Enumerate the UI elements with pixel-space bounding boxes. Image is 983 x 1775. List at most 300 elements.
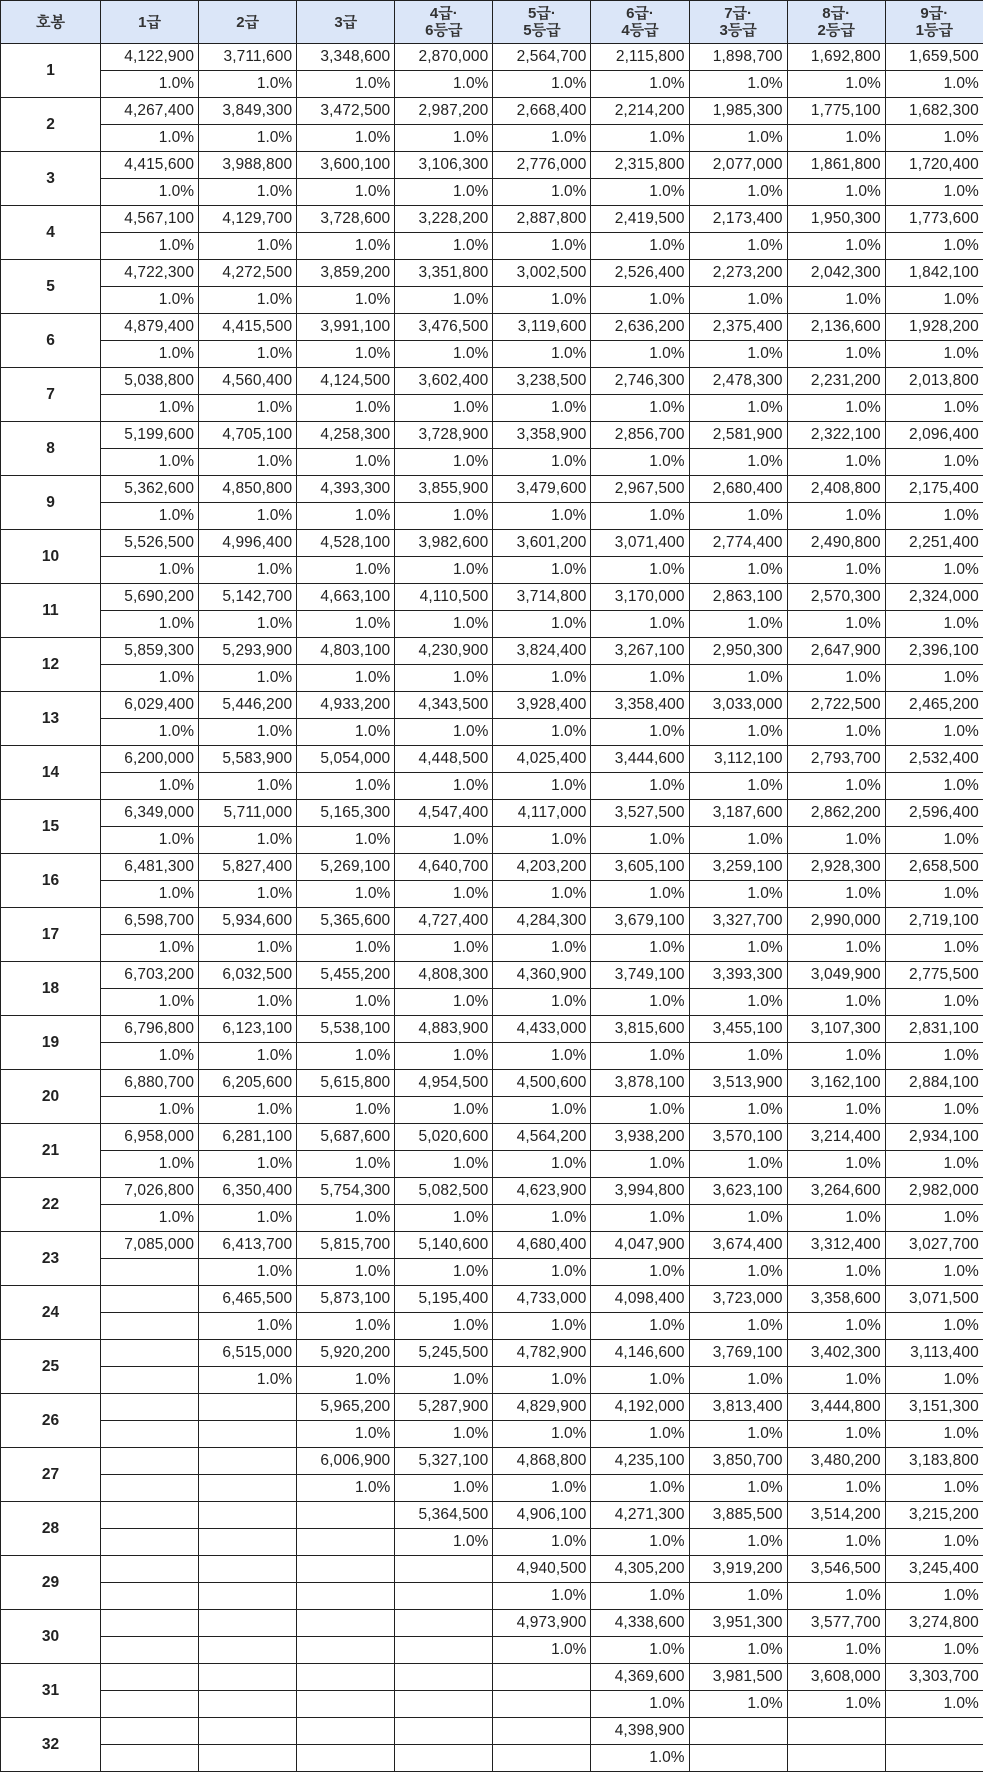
amount-cell: 3,002,500 <box>493 260 591 287</box>
amount-cell: 2,793,700 <box>787 746 885 773</box>
amount-cell: 5,920,200 <box>297 1340 395 1367</box>
amount-cell <box>199 1556 297 1583</box>
rate-cell: 1.0% <box>787 665 885 692</box>
amount-cell: 4,098,400 <box>591 1286 689 1313</box>
amount-cell: 5,038,800 <box>101 368 199 395</box>
amount-cell: 3,312,400 <box>787 1232 885 1259</box>
amount-cell: 4,258,300 <box>297 422 395 449</box>
rate-cell: 1.0% <box>787 773 885 800</box>
rate-cell: 1.0% <box>885 1259 983 1286</box>
step-number-cell: 27 <box>1 1448 101 1502</box>
rate-cell: 1.0% <box>493 827 591 854</box>
amount-cell: 3,479,600 <box>493 476 591 503</box>
step-number-cell: 13 <box>1 692 101 746</box>
table-row-rate <box>1 1097 983 1124</box>
amount-cell: 3,303,700 <box>885 1664 983 1691</box>
rate-cell: 1.0% <box>787 881 885 908</box>
rate-cell: 1.0% <box>885 1421 983 1448</box>
table-row-rate <box>1 611 983 638</box>
amount-cell: 4,117,000 <box>493 800 591 827</box>
amount-cell: 5,711,000 <box>199 800 297 827</box>
amount-cell: 2,315,800 <box>591 152 689 179</box>
rate-cell: 1.0% <box>591 1259 689 1286</box>
amount-cell: 1,692,800 <box>787 44 885 71</box>
amount-cell: 3,238,500 <box>493 368 591 395</box>
amount-cell: 3,928,400 <box>493 692 591 719</box>
rate-cell <box>199 1421 297 1448</box>
amount-cell: 3,623,100 <box>689 1178 787 1205</box>
amount-cell: 3,183,800 <box>885 1448 983 1475</box>
rate-cell: 1.0% <box>297 503 395 530</box>
amount-cell: 5,538,100 <box>297 1016 395 1043</box>
rate-cell <box>297 1637 395 1664</box>
amount-cell: 3,938,200 <box>591 1124 689 1151</box>
amount-cell: 4,663,100 <box>297 584 395 611</box>
amount-cell: 3,714,800 <box>493 584 591 611</box>
rate-cell: 1.0% <box>591 233 689 260</box>
rate-cell: 1.0% <box>199 935 297 962</box>
rate-cell: 1.0% <box>493 449 591 476</box>
rate-cell: 1.0% <box>493 1313 591 1340</box>
amount-cell: 5,815,700 <box>297 1232 395 1259</box>
rate-cell: 1.0% <box>591 989 689 1016</box>
amount-cell: 6,515,000 <box>199 1340 297 1367</box>
rate-cell: 1.0% <box>199 881 297 908</box>
amount-cell: 2,884,100 <box>885 1070 983 1097</box>
rate-cell: 1.0% <box>689 1313 787 1340</box>
rate-cell: 1.0% <box>395 1043 493 1070</box>
step-number-cell: 24 <box>1 1286 101 1340</box>
rate-cell: 1.0% <box>689 395 787 422</box>
rate-cell: 1.0% <box>689 503 787 530</box>
rate-cell: 1.0% <box>199 341 297 368</box>
table-row-amount <box>1 206 983 233</box>
table-row-rate <box>1 1259 983 1286</box>
amount-cell: 4,500,600 <box>493 1070 591 1097</box>
column-header-grade: 8급· 2등급 <box>787 1 885 44</box>
rate-cell: 1.0% <box>101 1205 199 1232</box>
column-header-grade: 3급 <box>297 1 395 44</box>
amount-cell: 2,115,800 <box>591 44 689 71</box>
table-row-rate <box>1 665 983 692</box>
rate-cell: 1.0% <box>787 1043 885 1070</box>
rate-cell: 1.0% <box>787 1259 885 1286</box>
table-row-amount <box>1 854 983 881</box>
rate-cell: 1.0% <box>395 71 493 98</box>
step-number-cell: 21 <box>1 1124 101 1178</box>
table-row-amount <box>1 638 983 665</box>
amount-cell: 3,878,100 <box>591 1070 689 1097</box>
amount-cell: 4,782,900 <box>493 1340 591 1367</box>
amount-cell: 2,887,800 <box>493 206 591 233</box>
amount-cell: 3,402,300 <box>787 1340 885 1367</box>
amount-cell: 2,775,500 <box>885 962 983 989</box>
rate-cell: 1.0% <box>885 719 983 746</box>
amount-cell: 3,455,100 <box>689 1016 787 1043</box>
rate-cell <box>787 1745 885 1772</box>
amount-cell: 2,774,400 <box>689 530 787 557</box>
amount-cell: 3,824,400 <box>493 638 591 665</box>
rate-cell: 1.0% <box>493 341 591 368</box>
rate-cell <box>199 1583 297 1610</box>
amount-cell: 3,033,000 <box>689 692 787 719</box>
amount-cell: 6,413,700 <box>199 1232 297 1259</box>
rate-cell: 1.0% <box>395 827 493 854</box>
rate-cell: 1.0% <box>787 1637 885 1664</box>
table-row-amount <box>1 1286 983 1313</box>
amount-cell: 7,085,000 <box>101 1232 199 1259</box>
amount-cell: 2,419,500 <box>591 206 689 233</box>
rate-cell: 1.0% <box>493 1475 591 1502</box>
table-row-rate <box>1 503 983 530</box>
table-row-rate <box>1 233 983 260</box>
amount-cell: 2,214,200 <box>591 98 689 125</box>
amount-cell: 6,598,700 <box>101 908 199 935</box>
amount-cell: 3,991,100 <box>297 314 395 341</box>
rate-cell: 1.0% <box>885 71 983 98</box>
rate-cell: 1.0% <box>787 1475 885 1502</box>
rate-cell: 1.0% <box>395 1151 493 1178</box>
rate-cell: 1.0% <box>689 1421 787 1448</box>
rate-cell: 1.0% <box>885 503 983 530</box>
table-row-rate <box>1 1691 983 1718</box>
column-header-grade: 9급· 1등급 <box>885 1 983 44</box>
amount-cell <box>493 1718 591 1745</box>
rate-cell: 1.0% <box>101 935 199 962</box>
amount-cell: 3,608,000 <box>787 1664 885 1691</box>
rate-cell: 1.0% <box>885 1475 983 1502</box>
rate-cell: 1.0% <box>885 449 983 476</box>
rate-cell: 1.0% <box>199 125 297 152</box>
step-number-cell: 2 <box>1 98 101 152</box>
rate-cell <box>297 1691 395 1718</box>
rate-cell: 1.0% <box>689 233 787 260</box>
amount-cell: 4,906,100 <box>493 1502 591 1529</box>
table-row-amount <box>1 152 983 179</box>
step-number-cell: 4 <box>1 206 101 260</box>
rate-cell: 1.0% <box>395 1475 493 1502</box>
rate-cell: 1.0% <box>493 1421 591 1448</box>
step-number-cell: 3 <box>1 152 101 206</box>
rate-cell: 1.0% <box>787 1205 885 1232</box>
amount-cell: 4,940,500 <box>493 1556 591 1583</box>
amount-cell: 3,602,400 <box>395 368 493 395</box>
amount-cell: 4,973,900 <box>493 1610 591 1637</box>
rate-cell: 1.0% <box>787 1529 885 1556</box>
amount-cell: 2,658,500 <box>885 854 983 881</box>
amount-cell: 4,448,500 <box>395 746 493 773</box>
rate-cell: 1.0% <box>591 287 689 314</box>
amount-cell <box>297 1610 395 1637</box>
rate-cell: 1.0% <box>591 71 689 98</box>
amount-cell <box>885 1718 983 1745</box>
amount-cell: 3,027,700 <box>885 1232 983 1259</box>
rate-cell: 1.0% <box>591 1097 689 1124</box>
amount-cell: 5,199,600 <box>101 422 199 449</box>
rate-cell: 1.0% <box>787 719 885 746</box>
rate-cell <box>493 1745 591 1772</box>
table-row-amount <box>1 368 983 395</box>
amount-cell: 1,775,100 <box>787 98 885 125</box>
table-row-rate <box>1 1367 983 1394</box>
amount-cell <box>297 1502 395 1529</box>
rate-cell: 1.0% <box>297 125 395 152</box>
amount-cell: 4,705,100 <box>199 422 297 449</box>
rate-cell <box>101 1421 199 1448</box>
amount-cell: 4,640,700 <box>395 854 493 881</box>
amount-cell <box>297 1556 395 1583</box>
amount-cell: 4,547,400 <box>395 800 493 827</box>
amount-cell: 4,879,400 <box>101 314 199 341</box>
table-row-amount <box>1 476 983 503</box>
amount-cell: 3,106,300 <box>395 152 493 179</box>
rate-cell: 1.0% <box>199 233 297 260</box>
amount-cell: 2,987,200 <box>395 98 493 125</box>
amount-cell: 3,982,600 <box>395 530 493 557</box>
rate-cell: 1.0% <box>591 665 689 692</box>
table-row-amount <box>1 692 983 719</box>
amount-cell: 2,862,200 <box>787 800 885 827</box>
table-body <box>1 44 983 1772</box>
rate-cell: 1.0% <box>199 395 297 422</box>
amount-cell: 2,776,000 <box>493 152 591 179</box>
rate-cell: 1.0% <box>493 773 591 800</box>
column-header-grade: 1급 <box>101 1 199 44</box>
step-number-cell: 15 <box>1 800 101 854</box>
rate-cell: 1.0% <box>101 179 199 206</box>
amount-cell: 5,873,100 <box>297 1286 395 1313</box>
rate-cell: 1.0% <box>395 557 493 584</box>
amount-cell: 3,994,800 <box>591 1178 689 1205</box>
rate-cell: 1.0% <box>493 611 591 638</box>
rate-cell: 1.0% <box>787 989 885 1016</box>
amount-cell: 1,950,300 <box>787 206 885 233</box>
rate-cell: 1.0% <box>885 1529 983 1556</box>
amount-cell: 4,883,900 <box>395 1016 493 1043</box>
table-row-amount <box>1 1232 983 1259</box>
amount-cell: 3,527,500 <box>591 800 689 827</box>
amount-cell: 6,006,900 <box>297 1448 395 1475</box>
table-row-amount <box>1 1502 983 1529</box>
rate-cell: 1.0% <box>101 449 199 476</box>
rate-cell: 1.0% <box>101 665 199 692</box>
amount-cell: 4,230,900 <box>395 638 493 665</box>
rate-cell: 1.0% <box>493 1259 591 1286</box>
rate-cell: 1.0% <box>493 1637 591 1664</box>
rate-cell: 1.0% <box>591 1691 689 1718</box>
rate-cell: 1.0% <box>689 881 787 908</box>
amount-cell: 1,659,500 <box>885 44 983 71</box>
amount-cell: 2,408,800 <box>787 476 885 503</box>
amount-cell: 2,526,400 <box>591 260 689 287</box>
rate-cell: 1.0% <box>493 1043 591 1070</box>
table-row-rate <box>1 1421 983 1448</box>
rate-cell: 1.0% <box>297 881 395 908</box>
amount-cell: 3,112,100 <box>689 746 787 773</box>
amount-cell: 2,636,200 <box>591 314 689 341</box>
amount-cell: 5,446,200 <box>199 692 297 719</box>
amount-cell <box>395 1610 493 1637</box>
rate-cell: 1.0% <box>689 1637 787 1664</box>
table-row-rate <box>1 179 983 206</box>
amount-cell: 3,546,500 <box>787 1556 885 1583</box>
amount-cell: 5,195,400 <box>395 1286 493 1313</box>
table-row-amount <box>1 422 983 449</box>
rate-cell: 1.0% <box>199 611 297 638</box>
amount-cell: 6,205,600 <box>199 1070 297 1097</box>
header-row <box>1 1 983 44</box>
step-number-cell: 5 <box>1 260 101 314</box>
amount-cell: 4,271,300 <box>591 1502 689 1529</box>
amount-cell: 1,842,100 <box>885 260 983 287</box>
table-row-amount <box>1 1556 983 1583</box>
amount-cell: 2,096,400 <box>885 422 983 449</box>
rate-cell: 1.0% <box>787 1421 885 1448</box>
amount-cell <box>395 1718 493 1745</box>
amount-cell: 1,898,700 <box>689 44 787 71</box>
rate-cell: 1.0% <box>199 71 297 98</box>
rate-cell: 1.0% <box>591 881 689 908</box>
amount-cell: 5,287,900 <box>395 1394 493 1421</box>
rate-cell: 1.0% <box>101 1151 199 1178</box>
step-number-cell: 1 <box>1 44 101 98</box>
rate-cell: 1.0% <box>591 179 689 206</box>
rate-cell: 1.0% <box>199 989 297 1016</box>
rate-cell: 1.0% <box>101 1097 199 1124</box>
rate-cell: 1.0% <box>787 287 885 314</box>
rate-cell: 1.0% <box>395 935 493 962</box>
rate-cell: 1.0% <box>591 395 689 422</box>
rate-cell: 1.0% <box>199 1151 297 1178</box>
amount-cell: 5,754,300 <box>297 1178 395 1205</box>
rate-cell: 1.0% <box>199 1097 297 1124</box>
amount-cell: 2,928,300 <box>787 854 885 881</box>
rate-cell <box>493 1691 591 1718</box>
rate-cell: 1.0% <box>689 287 787 314</box>
rate-cell: 1.0% <box>689 665 787 692</box>
rate-cell: 1.0% <box>591 827 689 854</box>
amount-cell: 3,728,600 <box>297 206 395 233</box>
amount-cell: 3,728,900 <box>395 422 493 449</box>
rate-cell: 1.0% <box>591 1745 689 1772</box>
step-number-cell: 16 <box>1 854 101 908</box>
table-row-rate <box>1 557 983 584</box>
step-number-cell: 30 <box>1 1610 101 1664</box>
amount-cell: 1,985,300 <box>689 98 787 125</box>
column-header-step: 호봉 <box>1 1 101 44</box>
amount-cell: 1,928,200 <box>885 314 983 341</box>
amount-cell: 1,682,300 <box>885 98 983 125</box>
table-row-amount <box>1 1016 983 1043</box>
amount-cell: 3,570,100 <box>689 1124 787 1151</box>
table-row-amount <box>1 908 983 935</box>
amount-cell <box>101 1610 199 1637</box>
amount-cell: 3,264,600 <box>787 1178 885 1205</box>
rate-cell: 1.0% <box>885 881 983 908</box>
rate-cell: 1.0% <box>689 827 787 854</box>
amount-cell: 3,107,300 <box>787 1016 885 1043</box>
amount-cell: 4,192,000 <box>591 1394 689 1421</box>
rate-cell: 1.0% <box>493 1151 591 1178</box>
table-row-amount <box>1 1718 983 1745</box>
rate-cell: 1.0% <box>591 1421 689 1448</box>
amount-cell: 4,025,400 <box>493 746 591 773</box>
rate-cell: 1.0% <box>689 1259 787 1286</box>
amount-cell: 3,815,600 <box>591 1016 689 1043</box>
amount-cell: 4,733,000 <box>493 1286 591 1313</box>
rate-cell: 1.0% <box>689 1097 787 1124</box>
rate-cell: 1.0% <box>591 503 689 530</box>
rate-cell: 1.0% <box>297 395 395 422</box>
amount-cell <box>199 1448 297 1475</box>
amount-cell: 3,850,700 <box>689 1448 787 1475</box>
rate-cell: 1.0% <box>689 1043 787 1070</box>
rate-cell: 1.0% <box>199 1043 297 1070</box>
amount-cell: 2,581,900 <box>689 422 787 449</box>
rate-cell: 1.0% <box>297 611 395 638</box>
step-number-cell: 22 <box>1 1178 101 1232</box>
amount-cell <box>787 1718 885 1745</box>
step-number-cell: 6 <box>1 314 101 368</box>
rate-cell: 1.0% <box>787 827 885 854</box>
amount-cell: 1,720,400 <box>885 152 983 179</box>
rate-cell: 1.0% <box>395 1205 493 1232</box>
column-header-grade: 5급· 5등급 <box>493 1 591 44</box>
rate-cell: 1.0% <box>787 1097 885 1124</box>
amount-cell: 2,251,400 <box>885 530 983 557</box>
amount-cell: 3,859,200 <box>297 260 395 287</box>
amount-cell: 2,013,800 <box>885 368 983 395</box>
rate-cell: 1.0% <box>787 1367 885 1394</box>
rate-cell: 1.0% <box>689 989 787 1016</box>
amount-cell: 2,322,100 <box>787 422 885 449</box>
table-row-amount <box>1 1664 983 1691</box>
table-row-amount <box>1 800 983 827</box>
amount-cell <box>395 1664 493 1691</box>
rate-cell: 1.0% <box>493 557 591 584</box>
rate-cell: 1.0% <box>689 557 787 584</box>
amount-cell: 4,124,500 <box>297 368 395 395</box>
amount-cell: 5,245,500 <box>395 1340 493 1367</box>
rate-cell: 1.0% <box>297 665 395 692</box>
rate-cell: 1.0% <box>297 827 395 854</box>
rate-cell: 1.0% <box>885 1313 983 1340</box>
amount-cell: 2,077,000 <box>689 152 787 179</box>
amount-cell: 2,982,000 <box>885 1178 983 1205</box>
amount-cell: 3,215,200 <box>885 1502 983 1529</box>
amount-cell: 4,343,500 <box>395 692 493 719</box>
rate-cell: 1.0% <box>689 611 787 638</box>
rate-cell <box>101 1475 199 1502</box>
rate-cell: 1.0% <box>395 1097 493 1124</box>
amount-cell: 3,245,400 <box>885 1556 983 1583</box>
amount-cell: 4,528,100 <box>297 530 395 557</box>
rate-cell: 1.0% <box>591 557 689 584</box>
amount-cell: 2,668,400 <box>493 98 591 125</box>
amount-cell: 5,020,600 <box>395 1124 493 1151</box>
rate-cell: 1.0% <box>885 287 983 314</box>
amount-cell: 4,122,900 <box>101 44 199 71</box>
rate-cell: 1.0% <box>591 1367 689 1394</box>
amount-cell: 6,200,000 <box>101 746 199 773</box>
rate-cell: 1.0% <box>885 395 983 422</box>
amount-cell: 5,140,600 <box>395 1232 493 1259</box>
amount-cell: 1,861,800 <box>787 152 885 179</box>
amount-cell: 3,214,400 <box>787 1124 885 1151</box>
amount-cell: 3,113,400 <box>885 1340 983 1367</box>
rate-cell <box>101 1745 199 1772</box>
rate-cell: 1.0% <box>297 1475 395 1502</box>
